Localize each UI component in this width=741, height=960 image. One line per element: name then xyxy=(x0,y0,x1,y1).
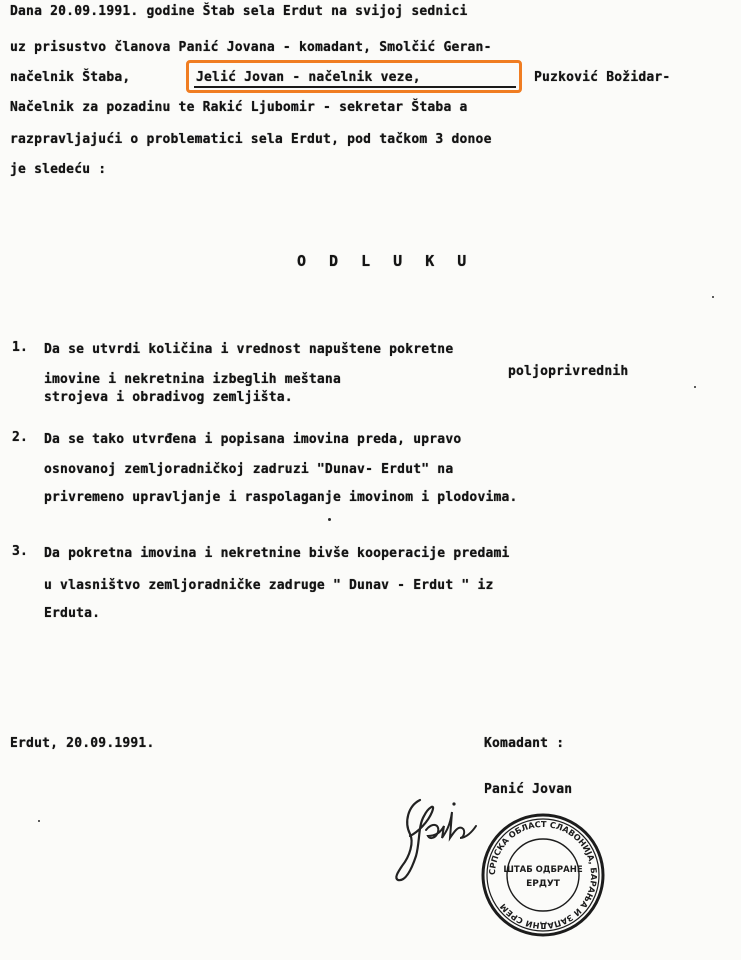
highlight-box xyxy=(186,60,522,93)
decision-3-number: 3. xyxy=(12,544,29,559)
signer-name: Panić Jovan xyxy=(484,782,573,797)
scan-speck xyxy=(712,296,714,298)
decision-3-line-3: Erduta. xyxy=(44,606,101,621)
decision-2-line-2: osnovanoj zemljoradničkoj zadruzi "Dunav- Erdut" na xyxy=(44,462,454,477)
place-date: Erdut, 20.09.1991. xyxy=(10,736,155,751)
intro-line-3a: načelnik Štaba, xyxy=(10,70,131,85)
decision-1-line-1: Da se utvrdi količina i vrednost napuštene pokretne xyxy=(44,342,454,357)
scan-speck xyxy=(328,518,331,521)
decision-2-line-3: privremeno upravljanje i raspolaganje imovinom i plodovima. xyxy=(44,490,518,505)
signer-role: Komadant : xyxy=(484,736,565,751)
intro-line-4: Načelnik za pozadinu te Rakić Ljubomir - sekretar Štaba a xyxy=(10,100,468,115)
decision-1-number: 1. xyxy=(12,340,29,355)
document-title: O D L U K U xyxy=(297,252,474,270)
svg-text:ШТАБ ОДБРАНЕ: ШТАБ ОДБРАНЕ xyxy=(503,865,583,875)
svg-text:СРПСКА ОБЛАСТ СЛАВОНИЈА, БАРАЊ: СРПСКА ОБЛАСТ СЛАВОНИЈА, БАРАЊА И ЗАПАДНИ СРЕМ xyxy=(486,818,600,932)
decision-1-line-3: strojeva i obradivog zemljišta. xyxy=(44,390,293,405)
decision-3-line-1: Da pokretna imovina i nekretnine bivše kooperacije predami xyxy=(44,546,510,561)
decision-3-line-2: u vlasništvo zemljoradničke zadruge " Dunav - Erdut " iz xyxy=(44,578,494,593)
scan-speck xyxy=(38,820,40,822)
decision-1-line-2: imovine i nekretnina izbeglih meštana xyxy=(44,372,341,387)
intro-line-5: razpravljajući o problematici sela Erdut, pod tačkom 3 donoe xyxy=(10,132,492,147)
intro-line-2: uz prisustvo članova Panić Jovana - komadant, Smolčić Geran- xyxy=(10,40,492,55)
highlighted-name: Jelić Jovan - načelnik veze, xyxy=(196,70,421,85)
scan-speck xyxy=(694,386,696,388)
decision-1-line-2b: poljoprivrednih xyxy=(508,364,629,379)
intro-line-1: Dana 20.09.1991. godine Štab sela Erdut na svijoj sednici xyxy=(10,4,468,19)
official-stamp xyxy=(478,810,608,940)
decision-2-line-1: Da se tako utvrđena i popisana imovina preda, upravo xyxy=(44,432,462,447)
intro-line-6: je sledeću : xyxy=(10,162,107,177)
intro-line-3b: Puzković Božidar- xyxy=(534,70,671,85)
svg-text:ЕРДУТ: ЕРДУТ xyxy=(526,879,560,889)
decision-2-number: 2. xyxy=(12,430,29,445)
